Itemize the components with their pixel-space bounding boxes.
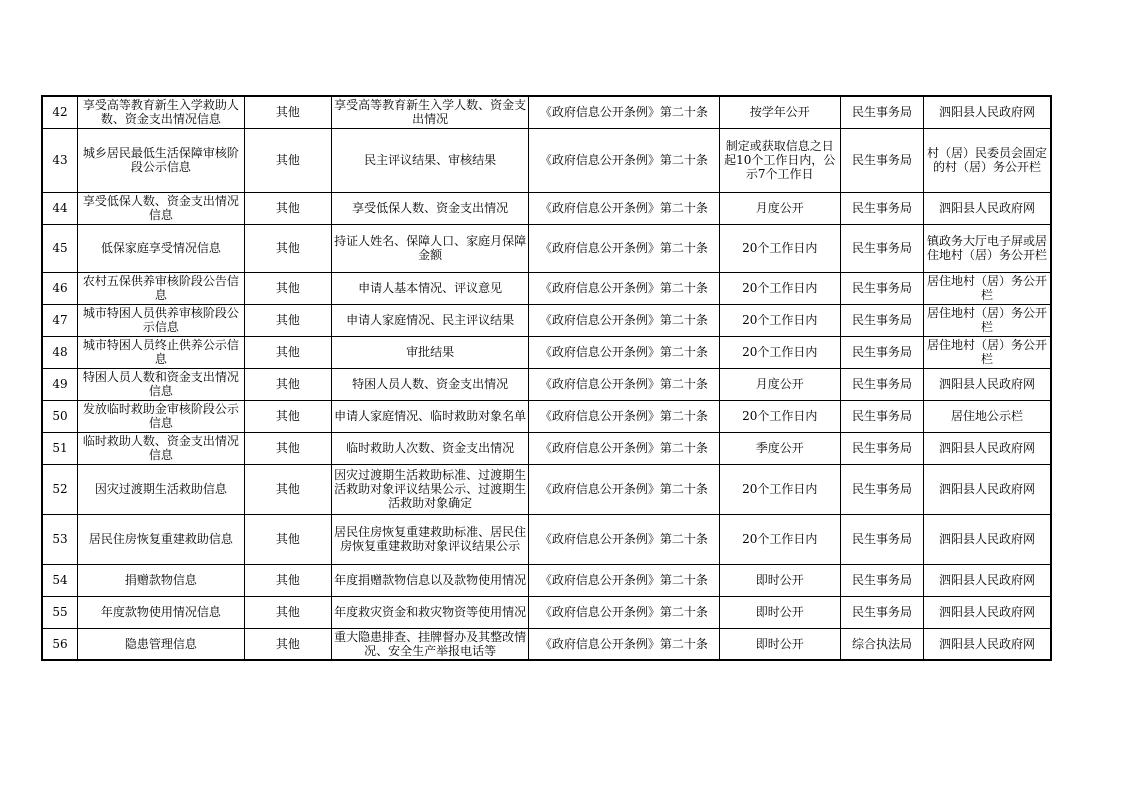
cell-channel: 泗阳县人民政府网 xyxy=(923,564,1051,596)
table-row xyxy=(42,564,1051,596)
cell-item: 发放临时救助金审核阶段公示信息 xyxy=(77,400,244,432)
table-body xyxy=(42,96,1051,660)
cell-category: 其他 xyxy=(244,596,331,628)
cell-category: 其他 xyxy=(244,564,331,596)
cell-category: 其他 xyxy=(244,272,331,304)
cell-number: 47 xyxy=(42,304,77,336)
cell-item: 享受低保人数、资金支出情况信息 xyxy=(77,192,244,224)
cell-department: 民生事务局 xyxy=(840,514,923,564)
cell-channel: 居住地村（居）务公开栏 xyxy=(923,304,1051,336)
cell-number: 50 xyxy=(42,400,77,432)
cell-content: 年度捐赠款物信息以及款物使用情况 xyxy=(331,564,528,596)
cell-category: 其他 xyxy=(244,400,331,432)
cell-item: 居民住房恢复重建救助信息 xyxy=(77,514,244,564)
table-row xyxy=(42,128,1051,192)
cell-channel: 居住地村（居）务公开栏 xyxy=(923,272,1051,304)
cell-basis: 《政府信息公开条例》第二十条 xyxy=(529,336,719,368)
cell-number: 44 xyxy=(42,192,77,224)
cell-basis: 《政府信息公开条例》第二十条 xyxy=(529,432,719,464)
disclosure-table xyxy=(41,95,1052,661)
cell-number: 51 xyxy=(42,432,77,464)
cell-number: 52 xyxy=(42,464,77,514)
table-row xyxy=(42,336,1051,368)
table-row xyxy=(42,192,1051,224)
cell-content: 临时救助人次数、资金支出情况 xyxy=(331,432,528,464)
table-row xyxy=(42,224,1051,272)
cell-number: 42 xyxy=(42,96,77,128)
cell-content: 申请人基本情况、评议意见 xyxy=(331,272,528,304)
cell-time: 按学年公开 xyxy=(719,96,840,128)
cell-content: 居民住房恢复重建救助标准、居民住房恢复重建救助对象评议结果公示 xyxy=(331,514,528,564)
cell-basis: 《政府信息公开条例》第二十条 xyxy=(529,224,719,272)
cell-number: 49 xyxy=(42,368,77,400)
cell-basis: 《政府信息公开条例》第二十条 xyxy=(529,628,719,660)
cell-time: 20个工作日内 xyxy=(719,304,840,336)
cell-department: 民生事务局 xyxy=(840,564,923,596)
cell-channel: 镇政务大厅电子屏或居住地村（居）务公开栏 xyxy=(923,224,1051,272)
cell-department: 民生事务局 xyxy=(840,336,923,368)
table-row xyxy=(42,464,1051,514)
table-row xyxy=(42,272,1051,304)
cell-item: 城市特困人员供养审核阶段公示信息 xyxy=(77,304,244,336)
cell-content: 年度救灾资金和救灾物资等使用情况 xyxy=(331,596,528,628)
cell-item: 低保家庭享受情况信息 xyxy=(77,224,244,272)
cell-item: 城乡居民最低生活保障审核阶段公示信息 xyxy=(77,128,244,192)
cell-number: 45 xyxy=(42,224,77,272)
cell-item: 享受高等教育新生入学救助人数、资金支出情况信息 xyxy=(77,96,244,128)
cell-basis: 《政府信息公开条例》第二十条 xyxy=(529,368,719,400)
cell-time: 月度公开 xyxy=(719,368,840,400)
cell-basis: 《政府信息公开条例》第二十条 xyxy=(529,128,719,192)
cell-department: 民生事务局 xyxy=(840,128,923,192)
cell-category: 其他 xyxy=(244,514,331,564)
cell-time: 制定或获取信息之日起10个工作日内，公示7个工作日 xyxy=(719,128,840,192)
cell-item: 因灾过渡期生活救助信息 xyxy=(77,464,244,514)
cell-item: 农村五保供养审核阶段公告信息 xyxy=(77,272,244,304)
cell-channel: 泗阳县人民政府网 xyxy=(923,514,1051,564)
cell-time: 即时公开 xyxy=(719,564,840,596)
cell-item: 城市特困人员终止供养公示信息 xyxy=(77,336,244,368)
cell-category: 其他 xyxy=(244,224,331,272)
cell-basis: 《政府信息公开条例》第二十条 xyxy=(529,192,719,224)
cell-number: 53 xyxy=(42,514,77,564)
cell-content: 重大隐患排查、挂牌督办及其整改情况、安全生产举报电话等 xyxy=(331,628,528,660)
cell-category: 其他 xyxy=(244,192,331,224)
cell-department: 民生事务局 xyxy=(840,272,923,304)
cell-time: 季度公开 xyxy=(719,432,840,464)
cell-channel: 泗阳县人民政府网 xyxy=(923,464,1051,514)
cell-department: 民生事务局 xyxy=(840,432,923,464)
cell-number: 46 xyxy=(42,272,77,304)
cell-category: 其他 xyxy=(244,628,331,660)
cell-content: 享受低保人数、资金支出情况 xyxy=(331,192,528,224)
table-row xyxy=(42,596,1051,628)
cell-channel: 泗阳县人民政府网 xyxy=(923,628,1051,660)
cell-item: 特困人员人数和资金支出情况信息 xyxy=(77,368,244,400)
cell-content: 申请人家庭情况、临时救助对象名单 xyxy=(331,400,528,432)
cell-item: 临时救助人数、资金支出情况信息 xyxy=(77,432,244,464)
table-row xyxy=(42,514,1051,564)
table-row xyxy=(42,400,1051,432)
cell-channel: 泗阳县人民政府网 xyxy=(923,368,1051,400)
cell-basis: 《政府信息公开条例》第二十条 xyxy=(529,96,719,128)
cell-time: 20个工作日内 xyxy=(719,272,840,304)
cell-department: 民生事务局 xyxy=(840,96,923,128)
cell-department: 民生事务局 xyxy=(840,192,923,224)
cell-department: 民生事务局 xyxy=(840,464,923,514)
cell-time: 20个工作日内 xyxy=(719,336,840,368)
cell-category: 其他 xyxy=(244,368,331,400)
cell-category: 其他 xyxy=(244,464,331,514)
cell-time: 20个工作日内 xyxy=(719,400,840,432)
cell-category: 其他 xyxy=(244,304,331,336)
cell-time: 20个工作日内 xyxy=(719,464,840,514)
table-row xyxy=(42,432,1051,464)
cell-content: 审批结果 xyxy=(331,336,528,368)
cell-channel: 泗阳县人民政府网 xyxy=(923,192,1051,224)
cell-department: 民生事务局 xyxy=(840,224,923,272)
cell-number: 48 xyxy=(42,336,77,368)
cell-channel: 居住地公示栏 xyxy=(923,400,1051,432)
cell-department: 综合执法局 xyxy=(840,628,923,660)
cell-category: 其他 xyxy=(244,96,331,128)
table-row xyxy=(42,628,1051,660)
cell-time: 20个工作日内 xyxy=(719,514,840,564)
cell-department: 民生事务局 xyxy=(840,368,923,400)
cell-channel: 泗阳县人民政府网 xyxy=(923,96,1051,128)
cell-content: 特困人员人数、资金支出情况 xyxy=(331,368,528,400)
cell-basis: 《政府信息公开条例》第二十条 xyxy=(529,272,719,304)
cell-item: 隐患管理信息 xyxy=(77,628,244,660)
table-row xyxy=(42,368,1051,400)
cell-basis: 《政府信息公开条例》第二十条 xyxy=(529,400,719,432)
cell-content: 享受高等教育新生入学人数、资金支出情况 xyxy=(331,96,528,128)
cell-department: 民生事务局 xyxy=(840,304,923,336)
table-row xyxy=(42,304,1051,336)
cell-category: 其他 xyxy=(244,336,331,368)
cell-basis: 《政府信息公开条例》第二十条 xyxy=(529,564,719,596)
cell-basis: 《政府信息公开条例》第二十条 xyxy=(529,464,719,514)
cell-department: 民生事务局 xyxy=(840,596,923,628)
cell-time: 即时公开 xyxy=(719,628,840,660)
cell-content: 申请人家庭情况、民主评议结果 xyxy=(331,304,528,336)
cell-content: 持证人姓名、保障人口、家庭月保障金额 xyxy=(331,224,528,272)
cell-channel: 泗阳县人民政府网 xyxy=(923,596,1051,628)
cell-department: 民生事务局 xyxy=(840,400,923,432)
cell-category: 其他 xyxy=(244,128,331,192)
table-row xyxy=(42,96,1051,128)
cell-channel: 泗阳县人民政府网 xyxy=(923,432,1051,464)
cell-item: 捐赠款物信息 xyxy=(77,564,244,596)
cell-basis: 《政府信息公开条例》第二十条 xyxy=(529,596,719,628)
cell-category: 其他 xyxy=(244,432,331,464)
cell-number: 56 xyxy=(42,628,77,660)
cell-basis: 《政府信息公开条例》第二十条 xyxy=(529,514,719,564)
cell-content: 民主评议结果、审核结果 xyxy=(331,128,528,192)
cell-content: 因灾过渡期生活救助标准、过渡期生活救助对象评议结果公示、过渡期生活救助对象确定 xyxy=(331,464,528,514)
cell-number: 54 xyxy=(42,564,77,596)
cell-number: 55 xyxy=(42,596,77,628)
cell-number: 43 xyxy=(42,128,77,192)
cell-time: 20个工作日内 xyxy=(719,224,840,272)
cell-basis: 《政府信息公开条例》第二十条 xyxy=(529,304,719,336)
cell-time: 月度公开 xyxy=(719,192,840,224)
cell-channel: 村（居）民委员会固定的村（居）务公开栏 xyxy=(923,128,1051,192)
cell-channel: 居住地村（居）务公开栏 xyxy=(923,336,1051,368)
cell-time: 即时公开 xyxy=(719,596,840,628)
cell-item: 年度款物使用情况信息 xyxy=(77,596,244,628)
